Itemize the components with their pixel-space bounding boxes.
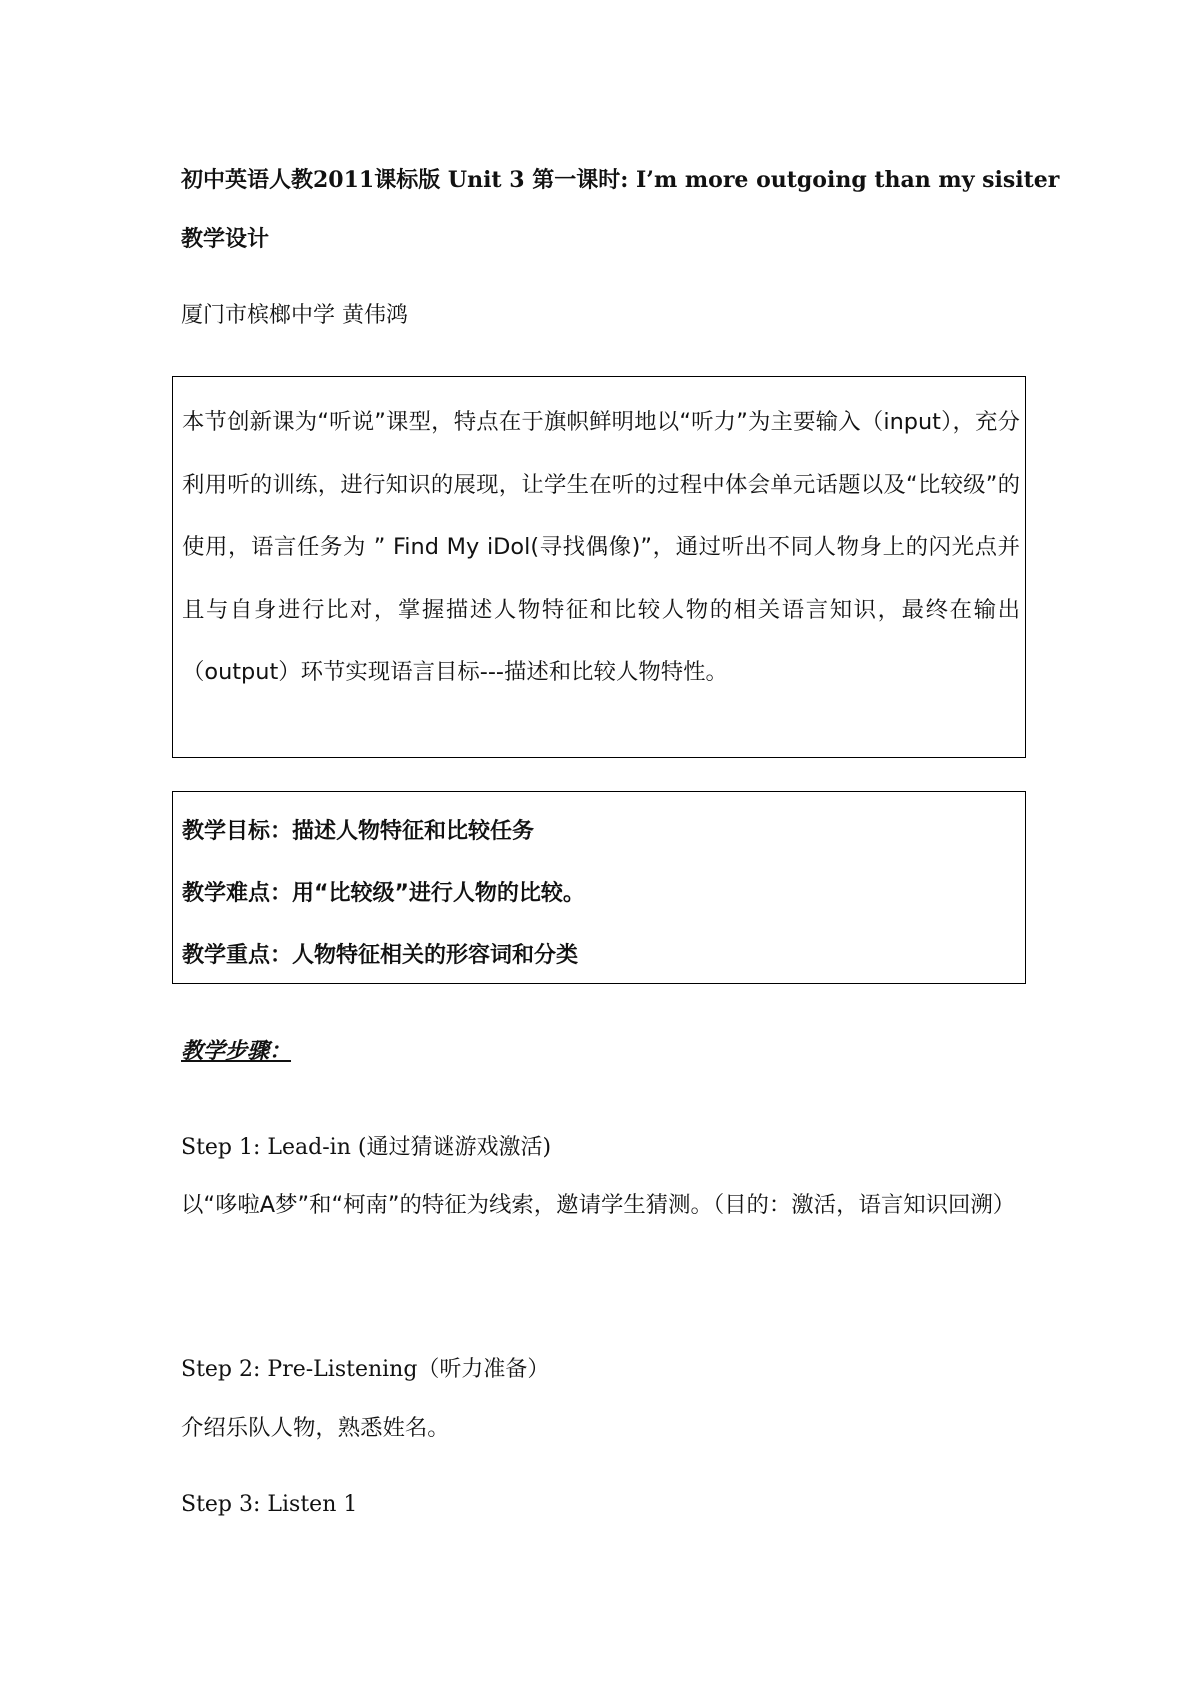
teaching-objective: 教学目标：描述人物特征和比较任务 bbox=[182, 819, 535, 844]
steps-heading: 教学步骤： bbox=[181, 1039, 292, 1064]
step-2-description: 介绍乐队人物，熟悉姓名。 bbox=[181, 1415, 450, 1441]
teaching-key-point: 教学重点：人物特征相关的形容词和分类 bbox=[182, 943, 579, 968]
intro-paragraph: 本节创新课为“听说”课型，特点在于旗帜鲜明地以“听力”为主要输入（input），充分利用听的训练，进行知识的展现，让学生在听的过程中体会单元话题以及“比较级”的使用，语言任务为 ” Find My iDol(寻找偶像)”，通过听出不同人物身上的闪光点并且与自身进行比对，掌握描述人物特征和比较人物的相关语言知识，最终在输出（output）环节实现语言目标---描述和比较人物特性。 bbox=[182, 409, 1020, 685]
document-subtitle: 教学设计 bbox=[181, 226, 270, 252]
author-line: 厦门市槟榔中学 黄伟鸿 bbox=[181, 303, 408, 328]
step-2-title: Step 2: Pre-Listening（听力准备） bbox=[181, 1357, 550, 1382]
intro-box bbox=[172, 376, 1026, 758]
goals-box bbox=[172, 791, 1026, 984]
step-1-title: Step 1: Lead-in (通过猜谜游戏激活) bbox=[181, 1135, 552, 1160]
teaching-difficulty: 教学难点：用“比较级”进行人物的比较。 bbox=[182, 881, 585, 906]
step-1-description: 以“哆啦A梦”和“柯南”的特征为线索，邀请学生猜测。（目的：激活，语言知识回溯） bbox=[181, 1192, 1016, 1218]
step-3-title: Step 3: Listen 1 bbox=[181, 1492, 358, 1517]
document-title: 初中英语人教2011课标版 Unit 3 第一课时: I’m more outgoing than my sisiter bbox=[181, 167, 1060, 193]
